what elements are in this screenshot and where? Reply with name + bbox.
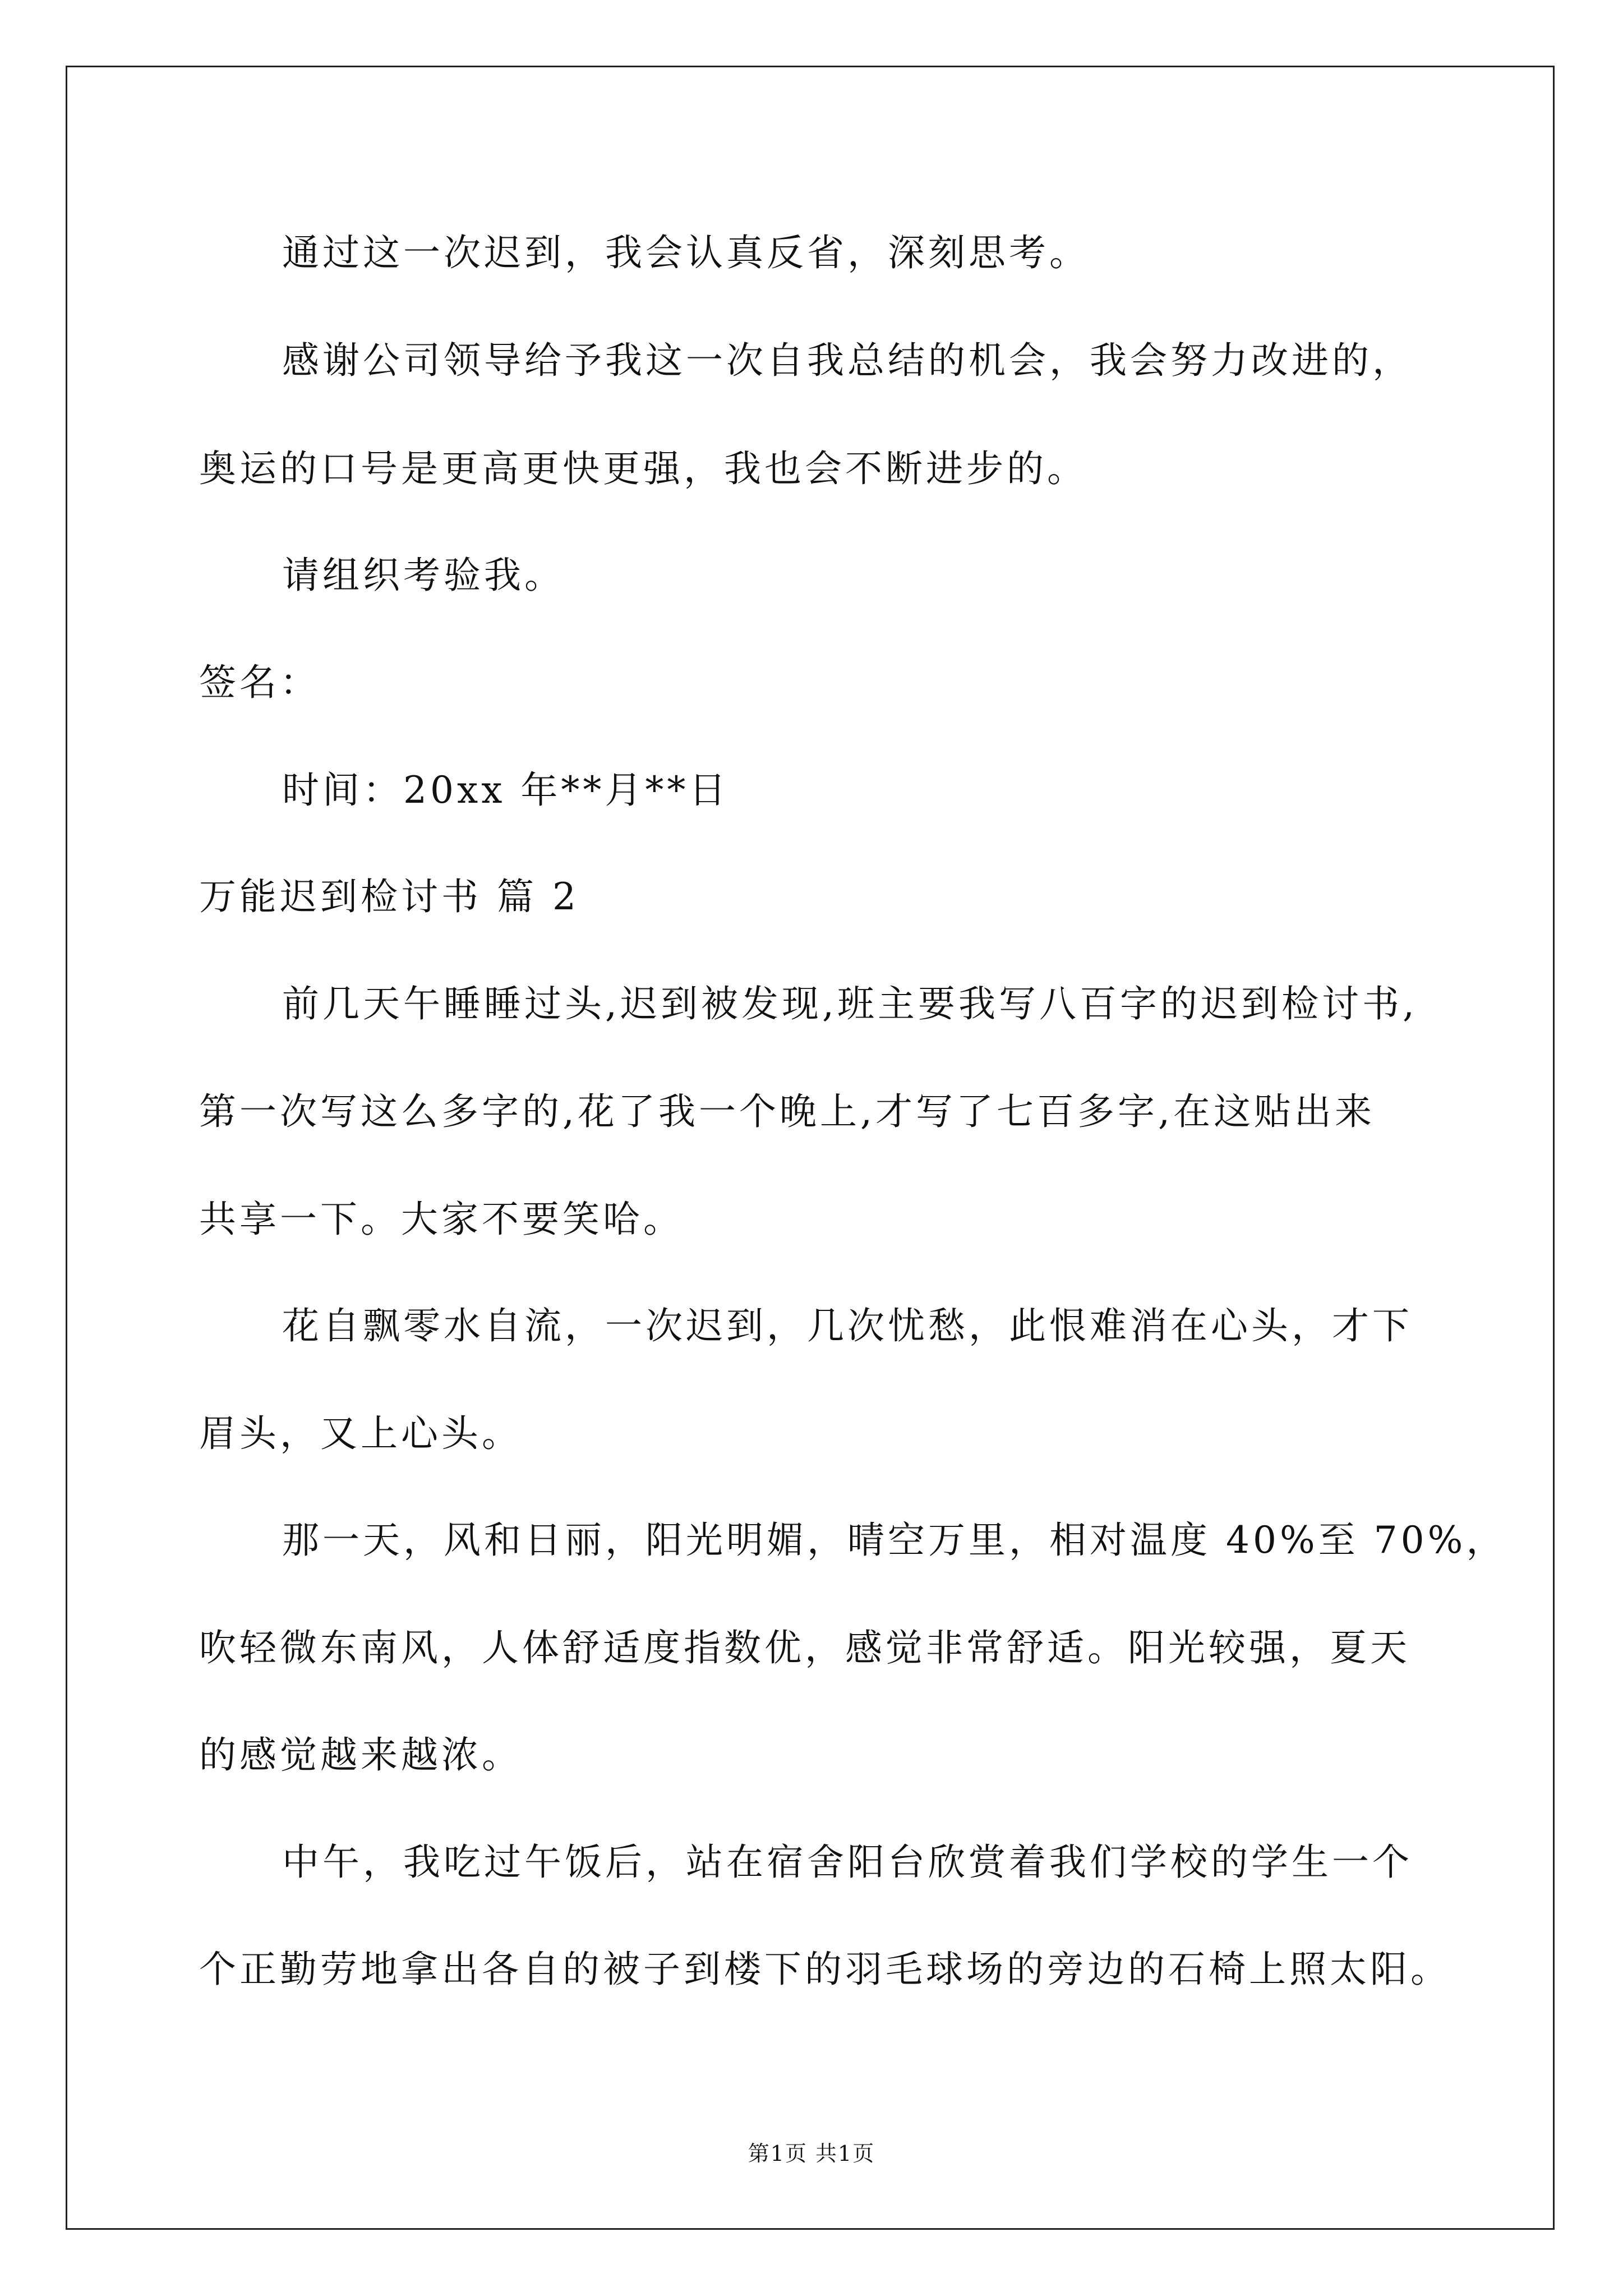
page-border [66, 66, 1555, 2230]
paragraph-line: 眉头，又上心头。 [199, 1412, 522, 1455]
page-footer: 第1页 共1页 [748, 2141, 875, 2166]
paragraph-line: 的感觉越来越浓。 [199, 1733, 522, 1777]
paragraph-line: 感谢公司领导给予我这一次自我总结的机会，我会努力改进的， [282, 339, 1413, 382]
paragraph-line: 中午，我吃过午饭后，站在宿舍阳台欣赏着我们学校的学生一个 [282, 1841, 1413, 1884]
paragraph-line: 花自飘零水自流，一次迟到，几次忧愁，此恨难消在心头，才下 [282, 1304, 1413, 1347]
paragraph-line: 请组织考验我。 [282, 554, 565, 597]
paragraph-line: 吹轻微东南风，人体舒适度指数优，感觉非常舒适。阳光较强，夏天 [199, 1626, 1410, 1669]
paragraph-line: 共享一下。大家不要笑哈。 [199, 1198, 684, 1241]
paragraph-line: 个正勤劳地拿出各自的被子到楼下的羽毛球场的旁边的石椅上照太阳。 [199, 1948, 1451, 1991]
paragraph-line: 奥运的口号是更高更快更强，我也会不断进步的。 [199, 447, 1087, 490]
paragraph-line: 通过这一次迟到，我会认真反省，深刻思考。 [282, 231, 1090, 274]
date-line: 时间：20xx 年**月**日 [282, 769, 730, 812]
paragraph-line: 前几天午睡睡过头,迟到被发现,班主要我写八百字的迟到检讨书, [282, 982, 1418, 1025]
paragraph-line: 那一天，风和日丽，阳光明媚，晴空万里，相对温度 40%至 70%， [282, 1519, 1507, 1562]
signature-label: 签名： [199, 661, 320, 704]
paragraph-line: 第一次写这么多字的,花了我一个晚上,才写了七百多字,在这贴出来 [199, 1090, 1375, 1133]
section-heading: 万能迟到检讨书 篇 2 [199, 875, 579, 918]
